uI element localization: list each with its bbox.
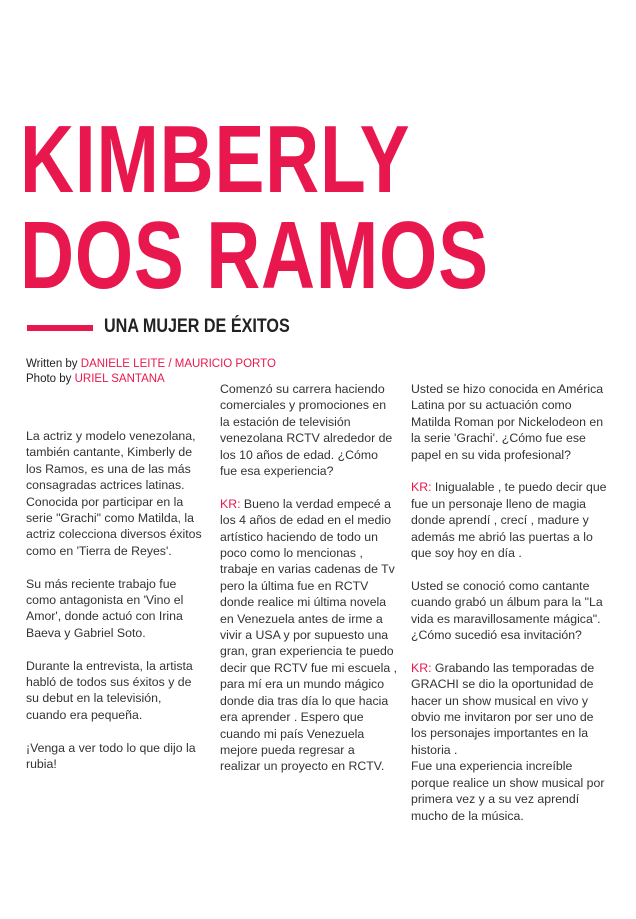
intro-paragraph: La actriz y modelo venezolana, también cantante, Kimberly de los Ramos, es una de las más consagradas actrices latinas. Conocida por participar en la serie "Grachi" como Matilda, la actriz colecciona diversos éxitos como en 'Tierra de Reyes'. [26,429,202,558]
question-1: Comenzó su carrera haciendo comerciales y promociones en la estación de televisión venezolana RCTV alrededor de los 10 años de edad. ¿Cómo fue esa experiencia? [220,382,393,479]
answer-1-label: KR: [220,496,241,511]
text-column-1 [26,428,204,789]
writer-names: DANIELE LEITE [80,358,166,370]
answer-3-continuation: Fue una experiencia increíble porque realice un show musical por primera vez y a su vez aprendí mucho de la música. [411,759,605,823]
photographer-name: URIEL SANTANA [74,373,165,385]
written-by-label: Written by [26,358,78,370]
text-column-3 [411,381,607,840]
interview-paragraph: Durante la entrevista, la artista habló de todos sus éxitos y de su debut en la televisión, cuando era pequeña. [26,658,193,722]
article-title-line-1: KIMBERLY [20,106,411,213]
accent-rule [27,325,93,331]
answer-1 [220,496,398,775]
text-column-2 [220,381,398,791]
question-3: Usted se conoció como cantante cuando grabó un álbum para la "La vida es maravillosamente mágica". ¿Cómo sucedió esa invitación? [411,578,603,643]
answer-3-label: KR: [411,660,432,675]
question-2: Usted se hizo conocida en América Latina por su actuación como Matilda Roman por Nickelodeon en la serie 'Grachi'. ¿Cómo fue ese papel en su vida profesional? [411,382,604,462]
recent-work-paragraph: Su más reciente trabajo fue como antagonista en 'Vino el Amor', donde actuó con Irina Baeva y Gabriel Soto. [26,576,184,640]
answer-1-text: Bueno la verdad empecé a los 4 años de edad en el medio artístico haciendo de todo un poco como lo mencionas , trabaje en varias cadenas de Tv pero la última fue en RCTV donde realice mi última novela en Venezuela antes de irme a vivir a USA y por supuesto una gran, gran experiencia te puedo decir que RCTV fue mi escuela , para mí era un mundo mágico donde dia tras día lo que hacia era aprender . Espero que cuando mi país Venezuela mejore pueda regresar a realizar un proyecto en RCTV. [220,496,398,774]
photo-by-label: Photo by [26,373,72,385]
call-to-action-paragraph: ¡Venga a ver todo lo que dijo la rubia! [26,740,196,772]
answer-2 [411,479,607,561]
article-title-line-2: DOS RAMOS [20,202,489,309]
answer-2-label: KR: [411,480,432,495]
article-subtitle: UNA MUJER DE ÉXITOS [104,316,290,337]
written-by-line [26,357,276,372]
writer-names-extra: / MAURICIO PORTO [168,358,276,370]
answer-3 [411,660,607,824]
answer-2-text: Inigualable , te puedo decir que fue un personaje lleno de magia donde aprendí , crecí , madure y además me abrió las puertas a lo que soy hoy en día . [411,480,607,561]
answer-3-text: Grabando las temporadas de GRACHI se dio la oportunidad de hacer un show musical en vivo y obvio me invitaron por ser uno de los personajes importantes en la historia . [411,660,595,757]
